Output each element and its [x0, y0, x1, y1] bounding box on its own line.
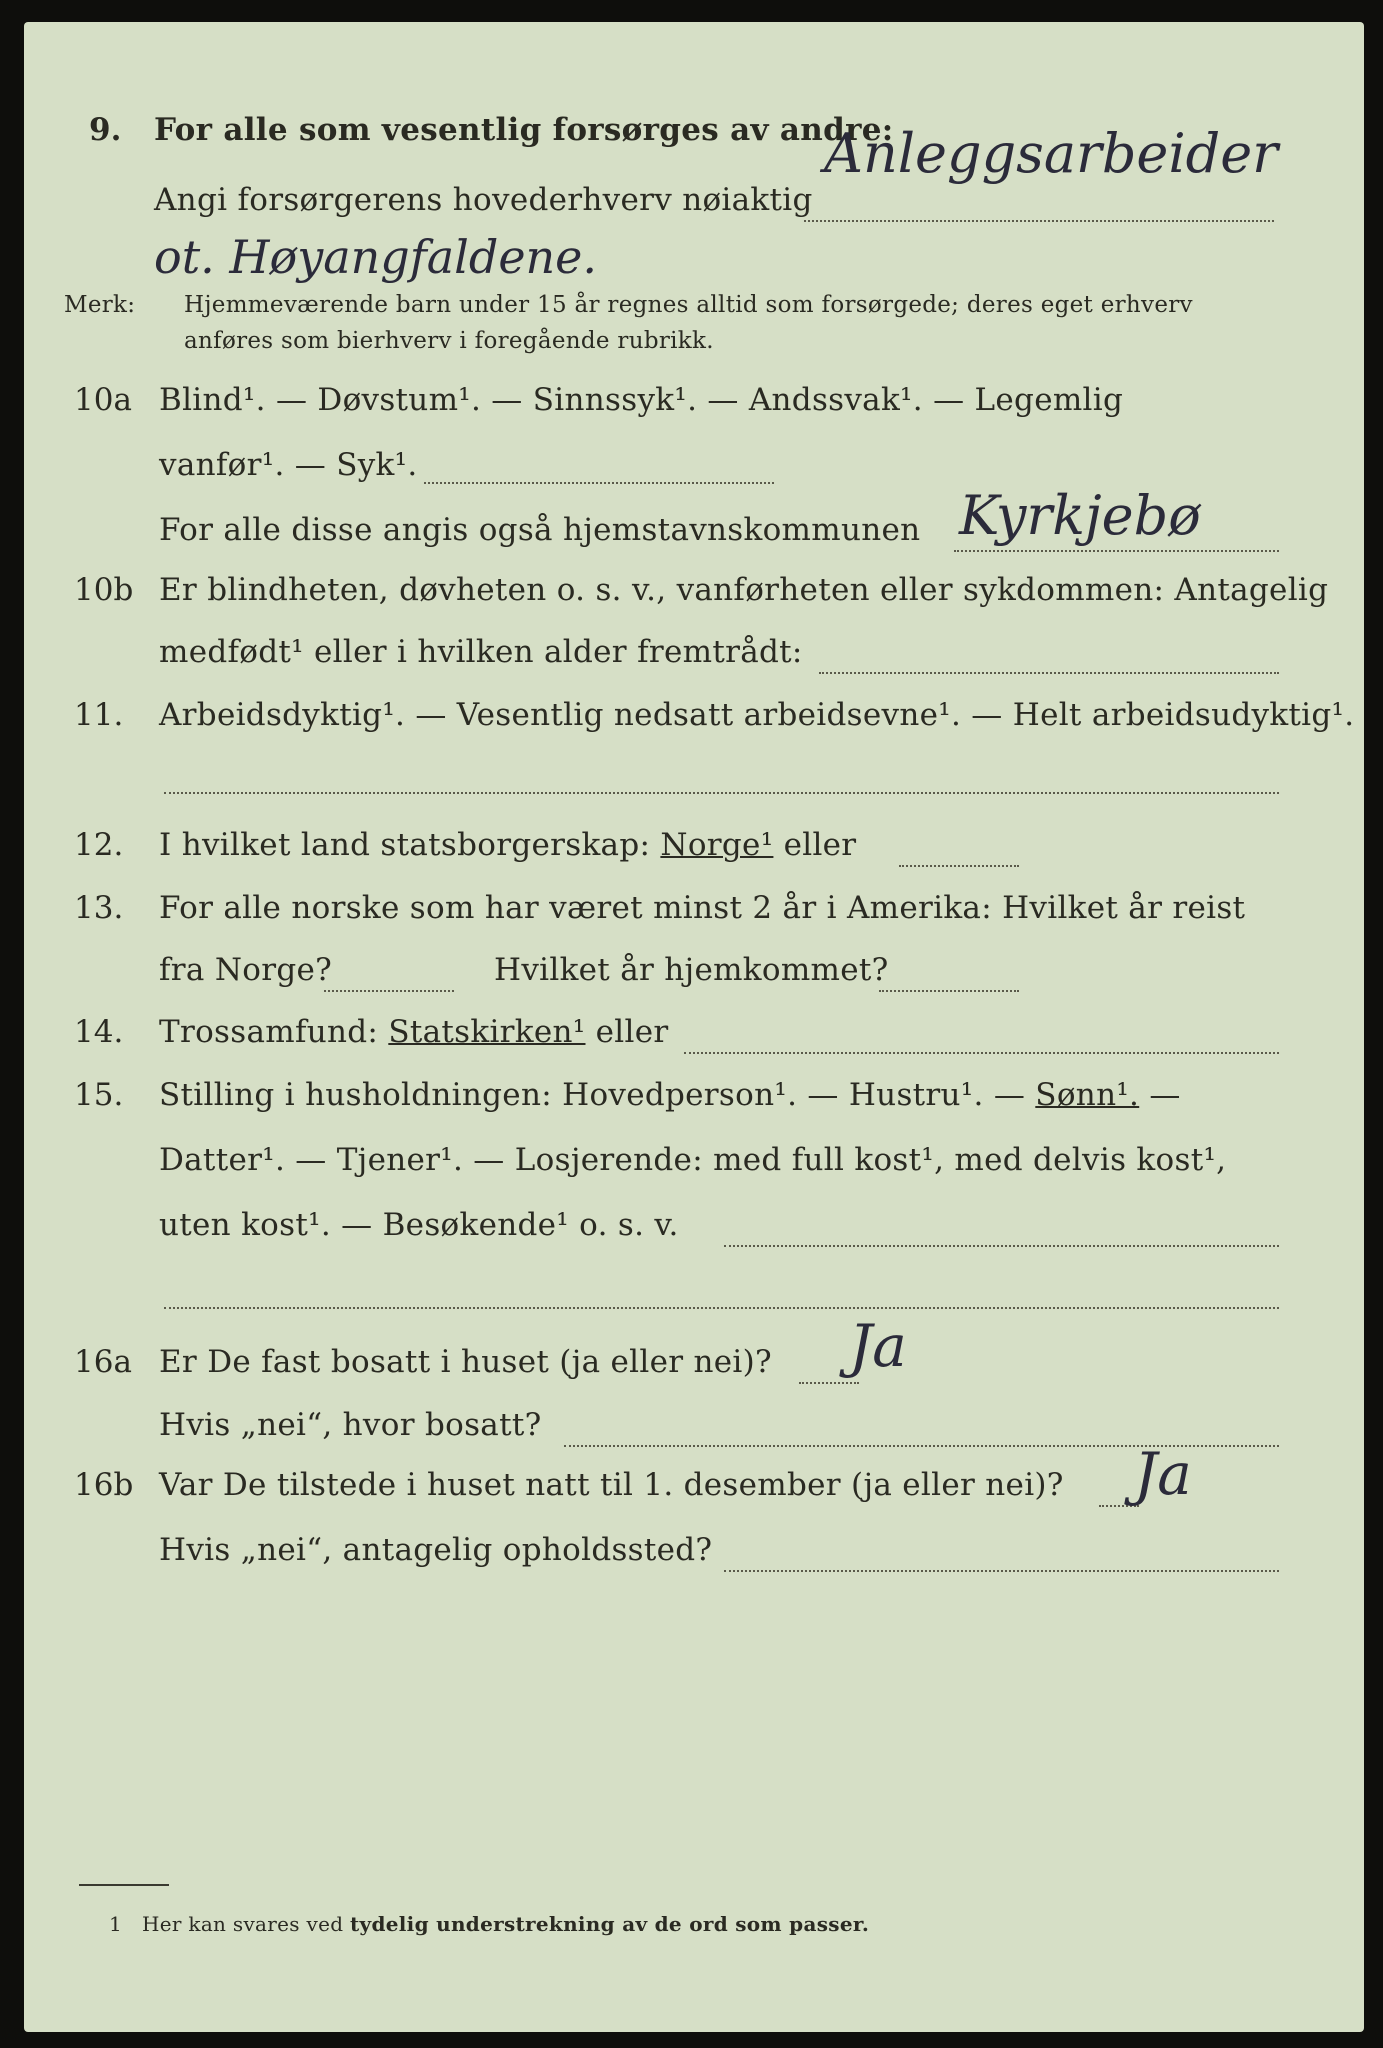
q15-extra-line [164, 1307, 1279, 1309]
q12-line [159, 827, 856, 863]
q15-answer-line [724, 1245, 1279, 1247]
q14-prefix: Trossamfund: [159, 1014, 379, 1050]
q10a-line2: vanfør¹. — Syk¹. [159, 447, 418, 483]
q15-line1-prefix: Stilling i husholdningen: Hovedperson¹. — Hustru¹. — [159, 1077, 1026, 1113]
q9-handwritten-place: ot. Høyangfaldene. [154, 230, 598, 284]
q12-answer-line [899, 865, 1019, 867]
q15-sonn-underlined: Sønn¹. [1035, 1077, 1140, 1113]
q10b-answer-line [819, 672, 1279, 674]
q16a-handwritten-answer: Ja [849, 1312, 907, 1380]
q15-line1 [159, 1077, 1181, 1113]
q12-number: 12. [74, 827, 124, 863]
q13-line2b: Hvilket år hjemkommet? [494, 952, 889, 988]
q16b-line2: Hvis „nei“, antagelig opholdssted? [159, 1532, 713, 1568]
footnote [109, 1912, 869, 1936]
merk-line2: anføres som bierhverv i foregående rubrikk. [184, 328, 714, 354]
q16b-line1: Var De tilstede i huset natt til 1. desember (ja eller nei)? [159, 1467, 1064, 1503]
q16b-handwritten-answer: Ja [1134, 1440, 1192, 1508]
q13-number: 13. [74, 890, 124, 926]
q16a-number: 16a [74, 1344, 132, 1380]
q13-year-returned-line [879, 990, 1019, 992]
q16b-where-line [724, 1570, 1279, 1572]
q10a-line1: Blind¹. — Døvstum¹. — Sinnssyk¹. — Andssvak¹. — Legemlig [159, 382, 1124, 418]
footnote-prefix: Her kan svares ved [142, 1912, 344, 1936]
q16a-answer-line [799, 1382, 859, 1384]
q10b-number: 10b [74, 572, 134, 608]
q9-line2: Angi forsørgerens hovederhverv nøiaktig [154, 182, 813, 218]
q16b-number: 16b [74, 1467, 134, 1503]
footnote-rule [79, 1884, 169, 1886]
q16b-answer-line [1099, 1505, 1139, 1507]
footnote-mark: 1 [109, 1912, 123, 1936]
q12-prefix: I hvilket land statsborgerskap: [159, 827, 651, 863]
footnote-emphasis: tydelig understrekning av de ord som passer. [350, 1912, 870, 1936]
merk-line1: Hjemmeværende barn under 15 år regnes alltid som forsørgede; deres eget erhverv [184, 292, 1193, 318]
q11-line1: Arbeidsdyktig¹. — Vesentlig nedsatt arbeidsevne¹. — Helt arbeidsudyktig¹. [159, 697, 1355, 733]
q13-year-left-line [324, 990, 454, 992]
q9-handwritten-occupation: Anleggsarbeider [824, 122, 1278, 185]
q15-number: 15. [74, 1077, 124, 1113]
q15-line1-suffix: — [1149, 1077, 1181, 1113]
q15-line3: uten kost¹. — Besøkende¹ o. s. v. [159, 1207, 679, 1243]
census-form-sheet [24, 22, 1364, 2032]
q10a-number: 10a [74, 382, 132, 418]
q13-line2a: fra Norge? [159, 952, 333, 988]
q10a-municipality-line [954, 550, 1279, 552]
q16a-line2: Hvis „nei“, hvor bosatt? [159, 1407, 542, 1443]
q10b-line1: Er blindheten, døvheten o. s. v., vanførheten eller sykdommen: Antagelig [159, 572, 1329, 608]
q14-line [159, 1014, 669, 1050]
q13-line1: For alle norske som har været minst 2 år i Amerika: Hvilket år reist [159, 890, 1246, 926]
q9-title: For alle som vesentlig forsørges av andre: [154, 112, 894, 148]
q14-answer-line [684, 1052, 1279, 1054]
q9-number: 9. [89, 112, 122, 148]
q11-number: 11. [74, 697, 124, 733]
q12-norge-underlined: Norge¹ [660, 827, 774, 863]
q15-line2: Datter¹. — Tjener¹. — Losjerende: med full kost¹, med delvis kost¹, [159, 1142, 1227, 1178]
q10a-syk-line [424, 482, 774, 484]
q10b-line2: medfødt¹ eller i hvilken alder fremtrådt: [159, 634, 803, 670]
q11-answer-line [164, 792, 1279, 794]
q14-eller: eller [595, 1014, 669, 1050]
q14-number: 14. [74, 1014, 124, 1050]
q12-eller: eller [783, 827, 857, 863]
q9-answer-line [804, 220, 1274, 222]
merk-label: Merk: [64, 292, 136, 318]
q16a-line1: Er De fast bosatt i huset (ja eller nei)? [159, 1344, 772, 1380]
q10a-line3: For alle disse angis også hjemstavnskommunen [159, 512, 921, 548]
q10a-handwritten-municipality: Kyrkjebø [959, 484, 1201, 547]
q14-statskirken-underlined: Statskirken¹ [388, 1014, 586, 1050]
